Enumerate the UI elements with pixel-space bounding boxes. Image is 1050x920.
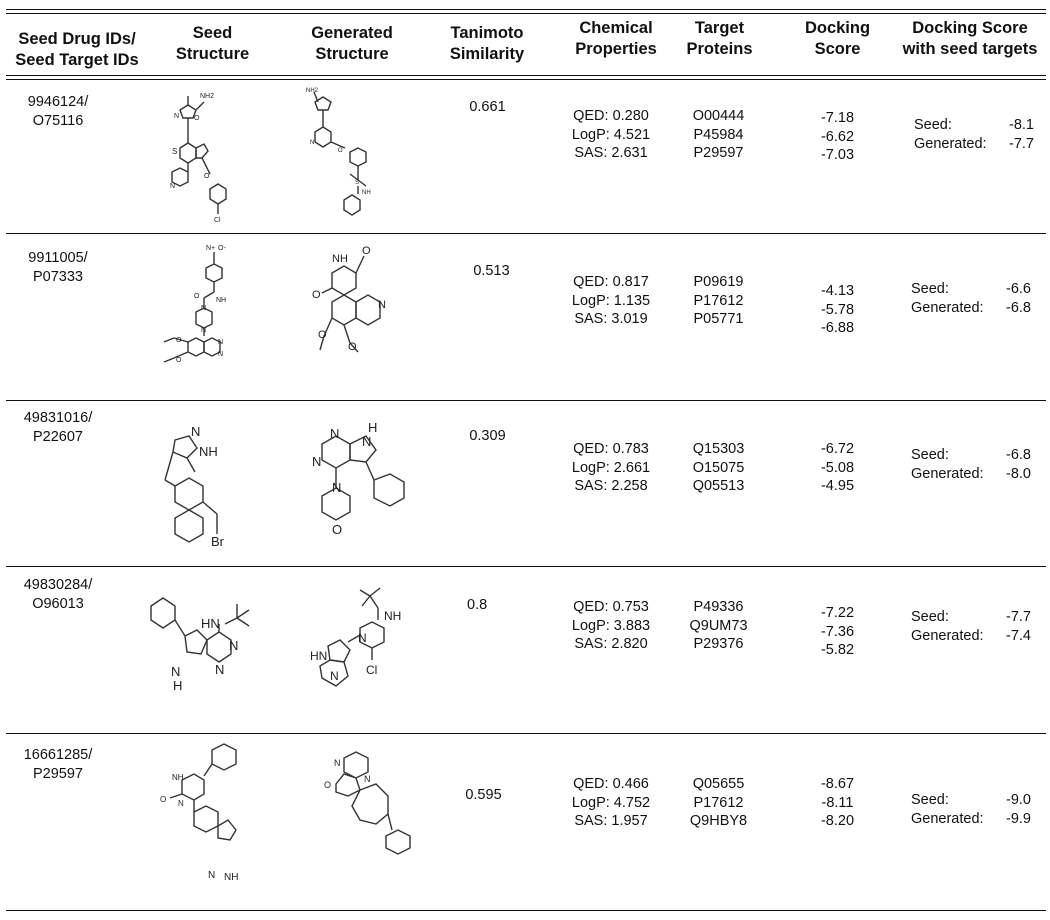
seed-value: -7.7 (1006, 609, 1031, 625)
row3-docking: -6.72 -5.08 -4.95 (820, 441, 855, 494)
seed-label: Seed: (911, 447, 949, 463)
header-docking-seed-targets: Docking Score with seed targets (902, 19, 1038, 58)
atom-label: N (174, 113, 180, 120)
atom-label: N (191, 424, 201, 439)
row1-seed-structure (160, 84, 250, 230)
atom-label: N (334, 758, 341, 768)
atom-label: Cl (214, 217, 221, 224)
row2-properties: QED: 0.817 LogP: 1.135 SAS: 3.019 (571, 274, 651, 327)
row3-ids: 49831016/ P22607 (23, 410, 93, 445)
row2-tanimoto: 0.513 (473, 263, 510, 279)
row4-ids: 49830284/ O96013 (23, 577, 93, 612)
atom-label: S (355, 180, 360, 186)
row2-docking-seed-targets (911, 280, 1031, 317)
generated-value: -8.0 (1006, 465, 1031, 482)
atom-label: N (170, 183, 176, 190)
row4-seed-structure (145, 580, 270, 730)
row2-generated-structure (302, 238, 412, 388)
bottom-rule (6, 910, 1046, 911)
atom-label: N (218, 351, 224, 358)
atom-label: N (330, 669, 339, 683)
header-docking-score: Docking Score (804, 19, 871, 58)
row5-properties: QED: 0.466 LogP: 4.752 SAS: 1.957 (571, 776, 651, 829)
header-rule-1 (6, 75, 1046, 76)
row1-tanimoto: 0.661 (469, 99, 506, 115)
atom-label: O (160, 795, 167, 804)
header-seed-structure: Seed Structure (175, 24, 250, 63)
row1-targets: O00444 P45984 P29597 (692, 108, 745, 161)
atom-label: N (215, 662, 225, 677)
row5-targets: Q05655 P17612 Q9HBY8 (689, 776, 748, 829)
row5-generated-structure (320, 748, 420, 878)
header-target-proteins: Target Proteins (686, 19, 753, 58)
atom-label: N (229, 638, 239, 653)
row3-seed-structure (155, 410, 265, 560)
atom-label: HN (310, 649, 328, 663)
generated-value: -7.7 (1009, 135, 1034, 152)
row-divider-3 (6, 566, 1046, 567)
seed-label: Seed: (911, 281, 949, 297)
atom-label: H (368, 420, 378, 435)
atom-label: O- (218, 245, 226, 252)
atom-label: S (172, 147, 178, 156)
atom-label: O (332, 522, 343, 537)
atom-label: HN (201, 616, 220, 631)
atom-label: N+ (206, 245, 216, 252)
header-rule-2 (6, 79, 1046, 80)
atom-label: N (218, 339, 224, 346)
row3-properties: QED: 0.783 LogP: 2.661 SAS: 2.258 (571, 441, 651, 494)
generated-label: Generated: (911, 299, 984, 316)
header-generated-structure: Generated Structure (311, 24, 393, 63)
top-rule-2 (6, 13, 1046, 14)
row5-seed-structure (152, 740, 262, 905)
row2-targets: P09619 P17612 P05771 (693, 274, 744, 327)
atom-label: N (362, 434, 372, 449)
atom-label: O (176, 337, 182, 344)
atom-label: N (201, 305, 207, 312)
atom-label: N (201, 327, 207, 334)
row4-targets: P49336 Q9UM73 P29376 (689, 599, 748, 652)
row3-generated-structure (300, 408, 420, 558)
row1-properties: QED: 0.280 LogP: 4.521 SAS: 2.631 (571, 108, 651, 161)
atom-label: O (362, 245, 371, 257)
row-divider-4 (6, 733, 1046, 734)
atom-label: O (204, 173, 210, 180)
atom-label: O (338, 148, 343, 154)
header-seed-ids: Seed Drug IDs/ Seed Target IDs (15, 30, 139, 69)
row5-ids: 16661285/ P29597 (23, 747, 93, 782)
seed-value: -8.1 (1009, 117, 1034, 133)
generated-label: Generated: (911, 810, 984, 827)
row5-tanimoto: 0.595 (465, 787, 502, 803)
row4-docking-seed-targets (911, 608, 1031, 645)
generated-value: -7.4 (1006, 627, 1031, 644)
row3-tanimoto: 0.309 (469, 428, 506, 444)
row1-ids: 9946124/ O75116 (27, 94, 89, 129)
row3-targets: Q15303 O15075 Q05513 (692, 441, 745, 494)
row2-ids: 9911005/ P07333 (28, 250, 88, 285)
seed-label: Seed: (911, 792, 949, 808)
generated-label: Generated: (911, 627, 984, 644)
atom-label: O (312, 289, 321, 301)
atom-label: N (312, 454, 322, 469)
row4-properties: QED: 0.753 LogP: 3.883 SAS: 2.820 (571, 599, 651, 652)
atom-label: O (176, 357, 182, 364)
atom-label: N (208, 870, 216, 881)
top-rule-1 (6, 9, 1046, 10)
atom-label: O (194, 293, 200, 300)
header-chemical-properties: Chemical Properties (575, 19, 657, 58)
seed-value: -6.6 (1006, 281, 1031, 297)
atom-label: N (178, 799, 184, 808)
atom-label: Cl (366, 663, 378, 677)
atom-label: O (348, 341, 357, 353)
atom-label: NH (224, 872, 239, 883)
atom-label: O (324, 780, 332, 790)
seed-value: -9.0 (1006, 792, 1031, 808)
row1-generated-structure (300, 82, 410, 232)
row2-seed-structure (156, 240, 256, 390)
seed-label: Seed: (911, 609, 949, 625)
atom-label: N (171, 664, 181, 679)
atom-label: N (310, 140, 315, 146)
atom-label: N (330, 426, 340, 441)
row5-docking-seed-targets (911, 791, 1031, 828)
atom-label: NH (362, 190, 371, 196)
row5-docking: -8.67 -8.11 -8.20 (820, 776, 855, 829)
atom-label: Br (211, 534, 224, 549)
seed-label: Seed: (914, 117, 952, 133)
row1-docking: -7.18 -6.62 -7.03 (820, 110, 855, 163)
atom-label: NH (384, 609, 402, 623)
atom-label: NH2 (200, 93, 215, 100)
atom-label: NH (332, 253, 348, 265)
atom-label: N (364, 774, 371, 784)
atom-label: NH (216, 297, 227, 304)
atom-label: N (358, 631, 367, 645)
atom-label: O (318, 329, 327, 341)
generated-value: -9.9 (1006, 810, 1031, 827)
generated-label: Generated: (911, 465, 984, 482)
generated-value: -6.8 (1006, 299, 1031, 316)
atom-label: N (378, 299, 386, 311)
atom-label: N (332, 480, 342, 495)
row4-tanimoto: 0.8 (467, 597, 488, 613)
row3-docking-seed-targets (911, 446, 1031, 483)
row1-docking-seed-targets (914, 116, 1034, 153)
header-tanimoto-similarity: Tanimoto Similarity (449, 24, 525, 63)
atom-label: H (173, 678, 183, 693)
seed-value: -6.8 (1006, 447, 1031, 463)
atom-label: NH (199, 444, 218, 459)
atom-label: NH2 (306, 88, 319, 94)
row2-docking: -4.13 -5.78 -6.88 (820, 283, 855, 336)
row4-generated-structure (300, 580, 420, 730)
generated-label: Generated: (914, 135, 987, 152)
row-divider-1 (6, 233, 1046, 234)
row-divider-2 (6, 400, 1046, 401)
atom-label: O (194, 115, 200, 122)
row4-docking: -7.22 -7.36 -5.82 (820, 605, 855, 658)
atom-label: NH (172, 773, 184, 782)
